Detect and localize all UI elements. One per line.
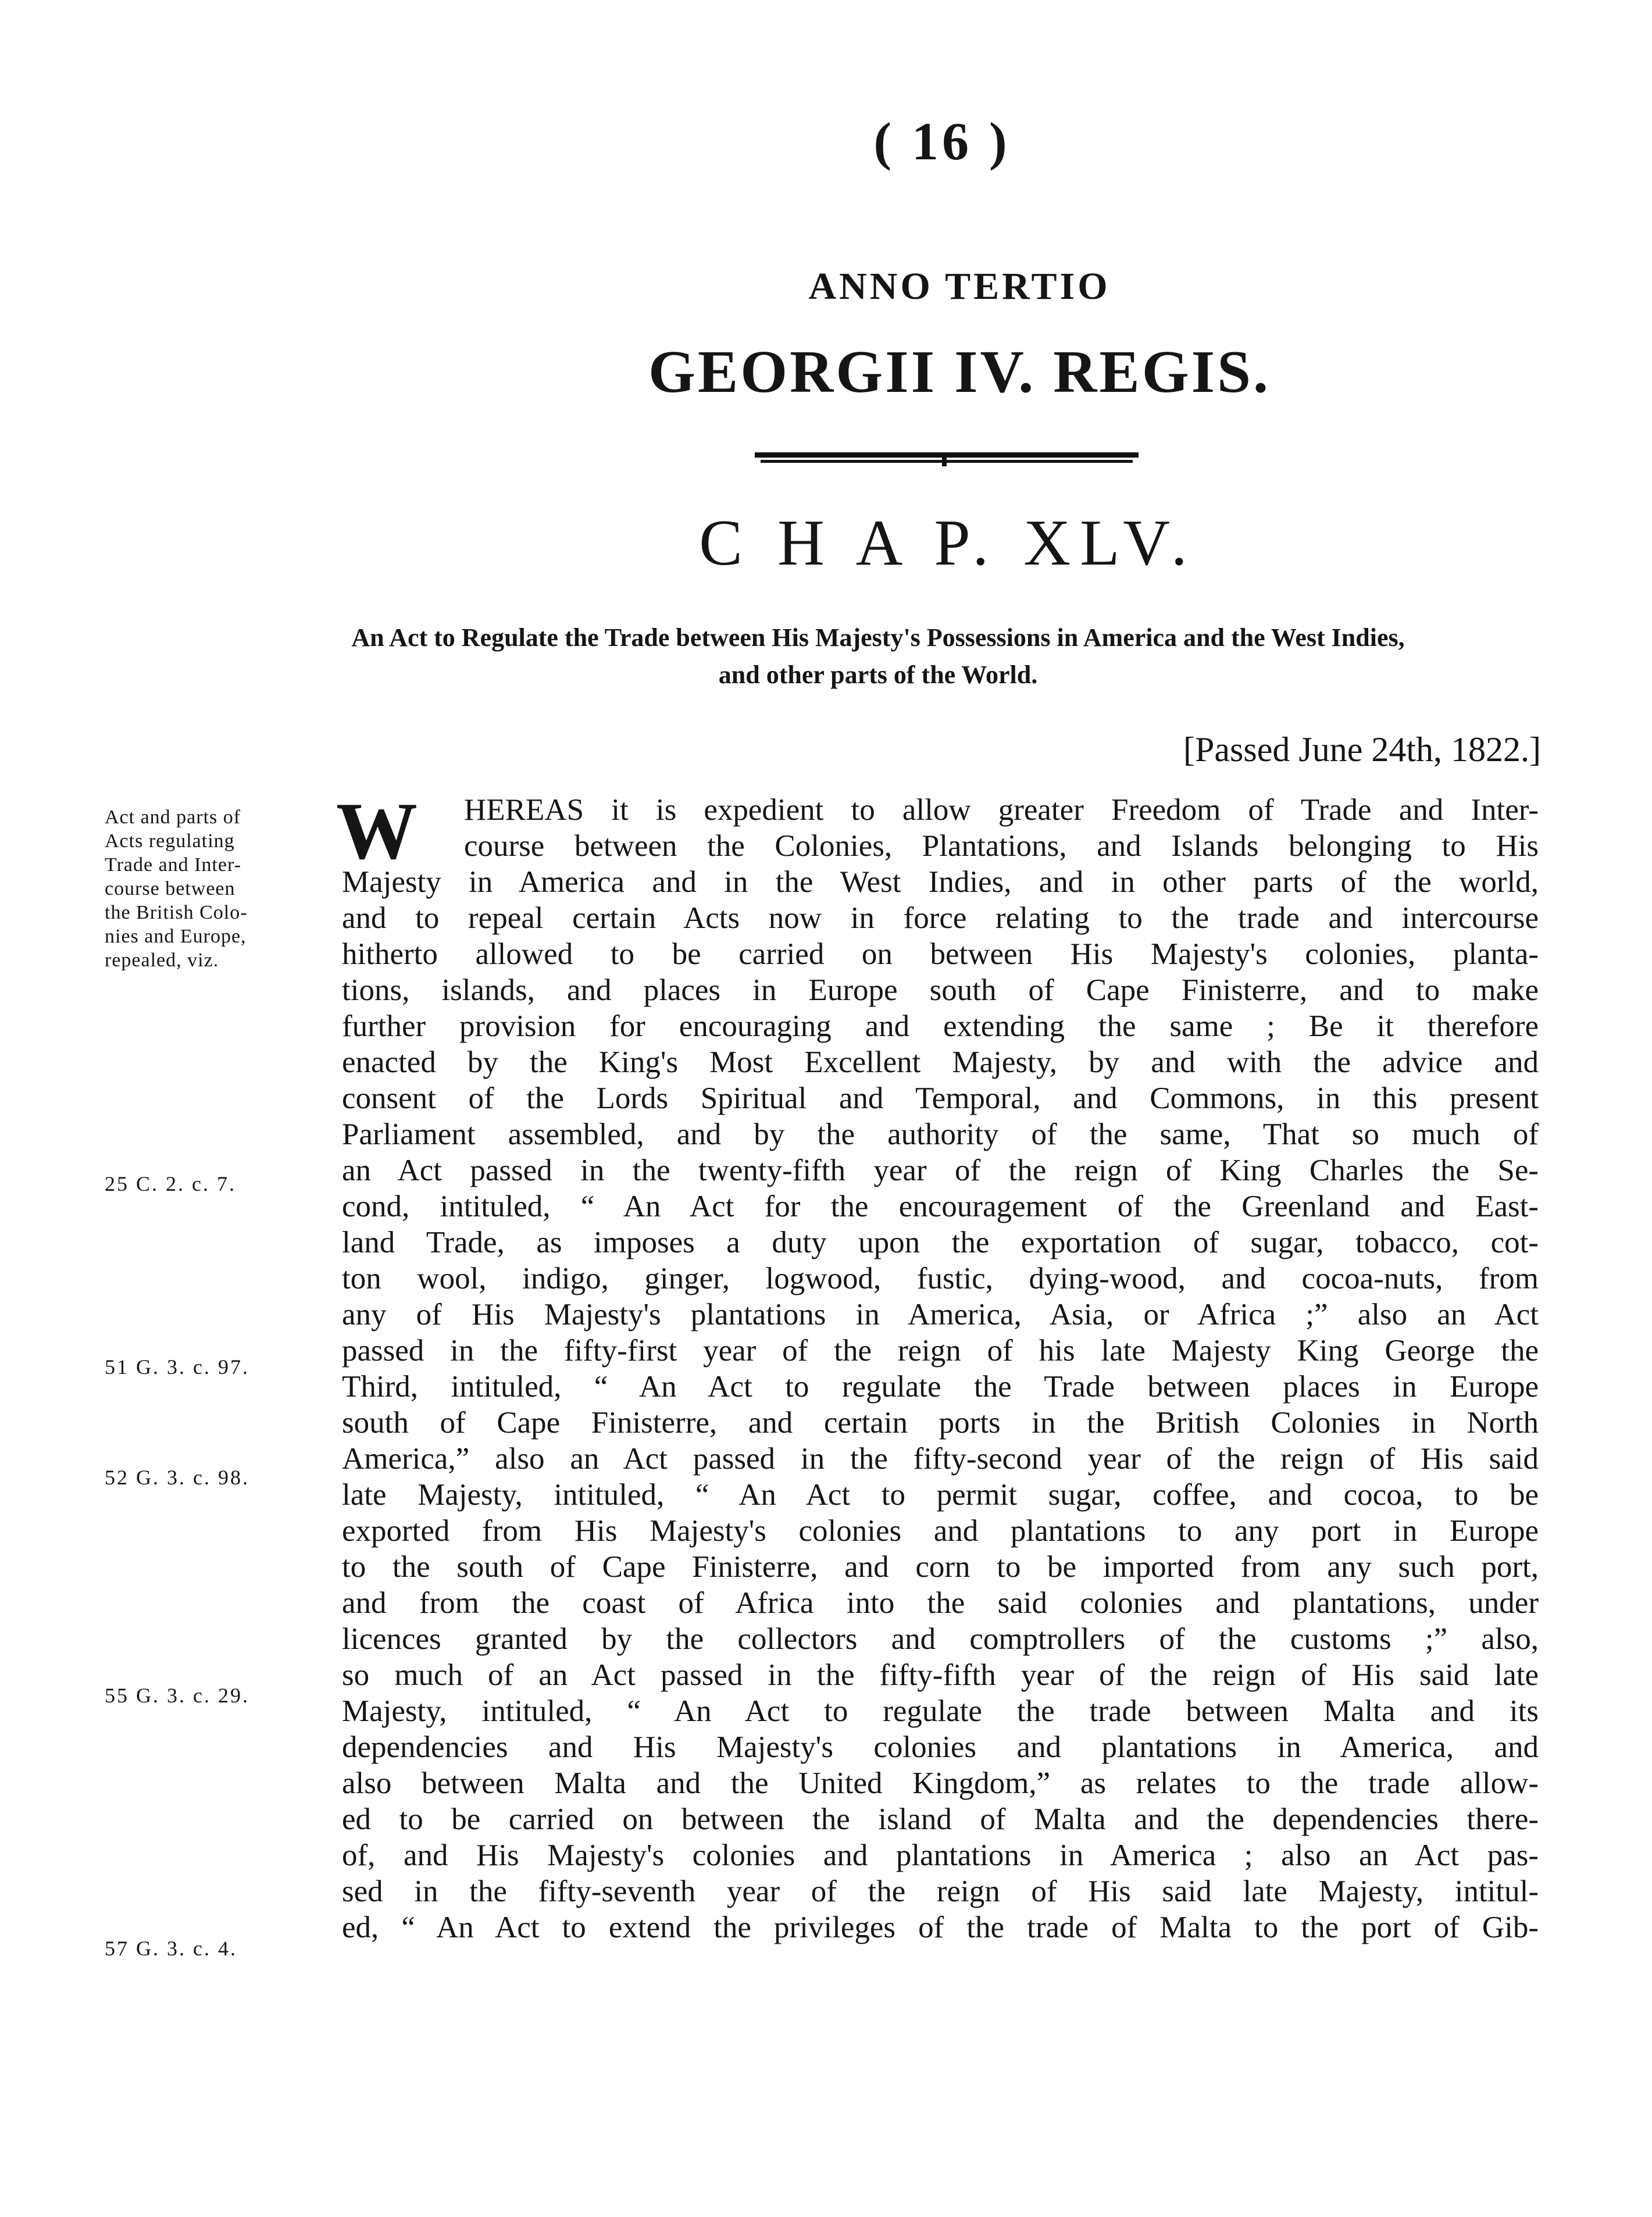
body-line: exported from His Majesty's colonies and plantations to any port in Europe xyxy=(342,1514,1539,1548)
passed-date: [Passed June 24th, 1822.] xyxy=(1183,730,1541,769)
marginal-note xyxy=(105,805,349,972)
body-line: and to repeal certain Acts now in force relating to the trade and intercourse xyxy=(342,901,1539,935)
body-line: further provision for encouraging and extending the same ; Be it therefore xyxy=(342,1009,1539,1043)
body-line: of, and His Majesty's colonies and plantations in America ; also an Act pas- xyxy=(342,1838,1539,1872)
body-line: America,” also an Act passed in the fifty-second year of the reign of His said xyxy=(342,1442,1539,1476)
marginal-note-line: repealed, viz. xyxy=(105,949,219,971)
body-line: Third, intituled, “ An Act to regulate the Trade between places in Europe xyxy=(342,1370,1539,1404)
body-line: late Majesty, intituled, “ An Act to permit sugar, coffee, and cocoa, to be xyxy=(342,1478,1539,1512)
marginal-note-line: nies and Europe, xyxy=(105,926,247,947)
marginal-citation: 25 C. 2. c. 7. xyxy=(105,1172,236,1195)
body-line: also between Malta and the United Kingdom,” as relates to the trade allow- xyxy=(342,1766,1539,1800)
body-line: Majesty, intituled, “ An Act to regulate the trade between Malta and its xyxy=(342,1694,1539,1728)
act-title-line: and other parts of the World. xyxy=(718,661,1038,689)
body-line: tions, islands, and places in Europe south of Cape Finisterre, and to make xyxy=(342,973,1539,1007)
body-line: Parliament assembled, and by the authority of the same, That so much of xyxy=(342,1118,1539,1151)
marginal-note-line: Trade and Inter- xyxy=(105,854,241,876)
act-title-line: An Act to Regulate the Trade between His Majesty's Possessions in America and the West Indies, xyxy=(351,623,1405,652)
body-line: and from the coast of Africa into the said colonies and plantations, under xyxy=(342,1586,1539,1620)
marginal-citation: 57 G. 3. c. 4. xyxy=(105,1937,237,1960)
body-line: to the south of Cape Finisterre, and corn to be imported from any such port, xyxy=(342,1550,1539,1584)
body-line: ed to be carried on between the island of Malta and the dependencies there- xyxy=(342,1802,1539,1836)
body-line: HEREAS it is expedient to allow greater Freedom of Trade and Inter- xyxy=(464,793,1539,827)
body-line: land Trade, as imposes a duty upon the exportation of sugar, tobacco, cot- xyxy=(342,1226,1539,1259)
body-line: course between the Colonies, Plantations, and Islands belonging to His xyxy=(464,829,1539,863)
body-line: south of Cape Finisterre, and certain ports in the British Colonies in North xyxy=(342,1406,1539,1440)
body-line: any of His Majesty's plantations in America, Asia, or Africa ;” also an Act xyxy=(342,1298,1539,1331)
body-line: dependencies and His Majesty's colonies and plantations in America, and xyxy=(342,1730,1539,1764)
chapter-heading: C H A P. XLV. xyxy=(699,507,1197,579)
body-line: cond, intituled, “ An Act for the encouragement of the Greenland and East- xyxy=(342,1190,1539,1223)
body-line: enacted by the King's Most Excellent Majesty, by and with the advice and xyxy=(342,1045,1539,1079)
page-number: ( 16 ) xyxy=(873,112,1011,171)
body-line: so much of an Act passed in the fifty-fifth year of the reign of His said late xyxy=(342,1658,1539,1692)
body-line: hitherto allowed to be carried on between His Majesty's colonies, planta- xyxy=(342,937,1539,971)
body-line: ton wool, indigo, ginger, logwood, fustic, dying-wood, and cocoa-nuts, from xyxy=(342,1262,1539,1295)
body-line: passed in the fifty-first year of the reign of his late Majesty King George the xyxy=(342,1334,1539,1368)
double-rule-divider xyxy=(755,452,1139,466)
body-line: licences granted by the collectors and comptrollers of the customs ;” also, xyxy=(342,1622,1539,1656)
marginal-note-line: Acts regulating xyxy=(105,830,235,852)
marginal-note-line: Act and parts of xyxy=(105,806,241,828)
marginal-note-line: course between xyxy=(105,878,236,899)
marginal-citation: 55 G. 3. c. 29. xyxy=(105,1684,249,1707)
reign-heading: GEORGII IV. REGIS. xyxy=(648,338,1271,405)
act-title xyxy=(326,619,1430,694)
body-line: Majesty in America and in the West Indies, and in other parts of the world, xyxy=(342,865,1539,899)
body-line: sed in the fifty-seventh year of the reign of His said late Majesty, intitul- xyxy=(342,1875,1539,1908)
body-line: ed, “ An Act to extend the privileges of the trade of Malta to the port of Gib- xyxy=(342,1911,1539,1944)
body-line: consent of the Lords Spiritual and Temporal, and Commons, in this present xyxy=(342,1081,1539,1115)
body-line: an Act passed in the twenty-fifth year of the reign of King Charles the Se- xyxy=(342,1154,1539,1187)
marginal-citation: 51 G. 3. c. 97. xyxy=(105,1355,249,1379)
anno-heading: ANNO TERTIO xyxy=(808,265,1111,308)
drop-cap: W xyxy=(336,786,418,876)
marginal-citation: 52 G. 3. c. 98. xyxy=(105,1466,249,1489)
marginal-note-line: the British Colo- xyxy=(105,902,248,923)
